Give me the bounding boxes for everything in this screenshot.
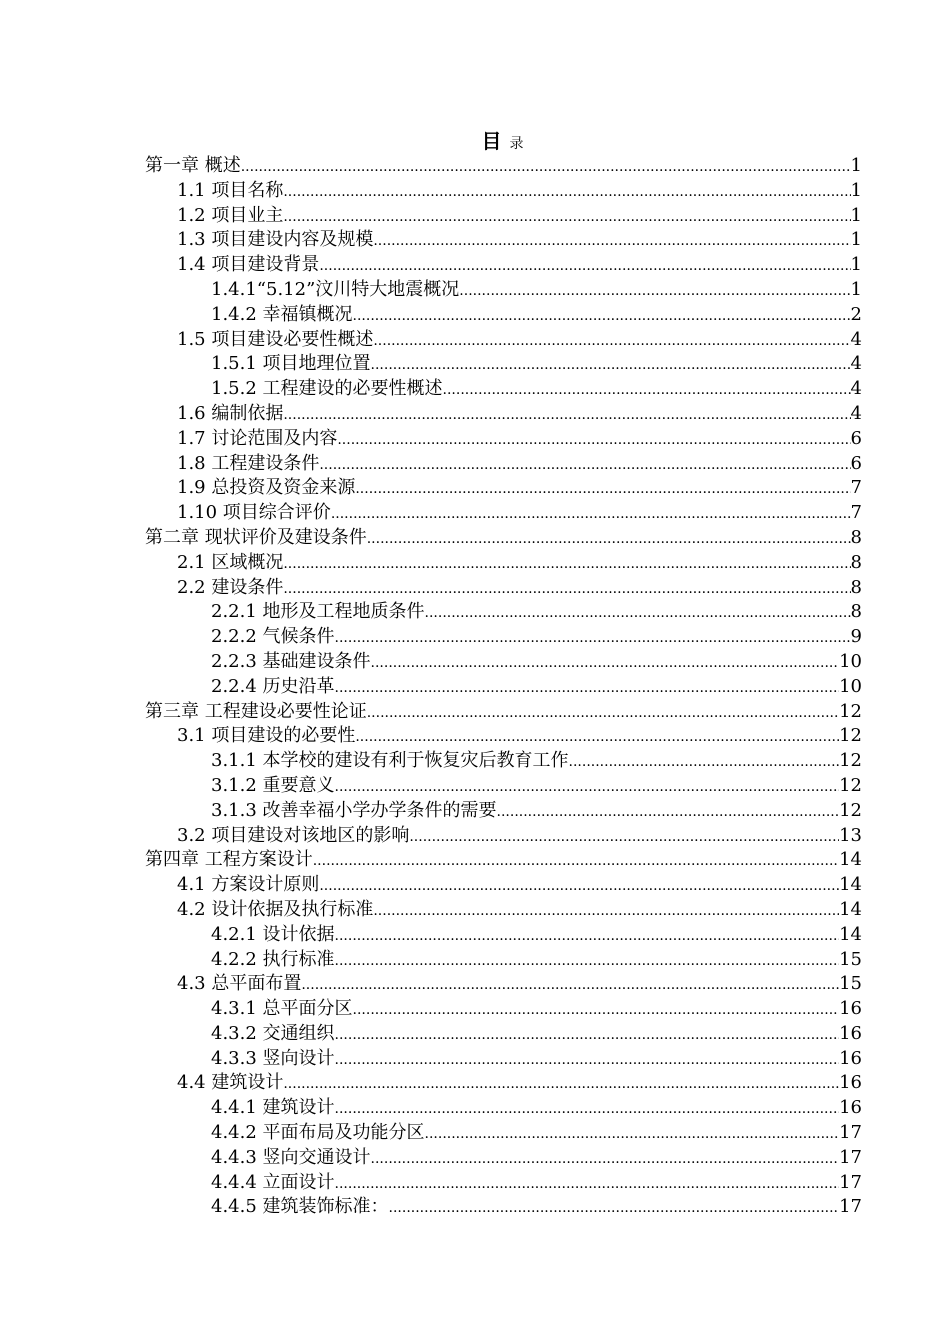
- toc-entry[interactable]: [0, 625, 950, 650]
- toc-entry-page-number: 14: [839, 849, 862, 871]
- toc-entry[interactable]: [0, 824, 950, 849]
- toc-entry[interactable]: [0, 799, 950, 824]
- toc-heading: [0, 128, 950, 157]
- toc-entry-label: 4.3.3 竖向设计: [211, 1047, 335, 1069]
- toc-entry[interactable]: [0, 352, 950, 377]
- dot-leader: [371, 651, 840, 676]
- toc-entry-page-number: 10: [839, 650, 862, 672]
- toc-entry-page-number: 17: [839, 1146, 862, 1168]
- toc-entry-page-number: 1: [850, 155, 862, 176]
- toc-entry[interactable]: [0, 1071, 950, 1096]
- dot-leader: [283, 403, 850, 428]
- dot-leader: [355, 725, 839, 750]
- toc-entry-label: 3.1.1 本学校的建设有利于恢复灾后教育工作: [211, 750, 569, 772]
- toc-entry-page-number: 1: [850, 278, 862, 300]
- toc-entry-label: 2.2.3 基础建设条件: [211, 650, 371, 672]
- dot-leader: [335, 949, 840, 974]
- toc-entry-page-number: 8: [850, 526, 862, 548]
- toc-entry-label: 3.1.2 重要意义: [211, 774, 335, 796]
- toc-entry-label: 1.1 项目名称: [177, 179, 284, 201]
- toc-entry-label: 4.1 方案设计原则: [177, 874, 320, 896]
- toc-entry[interactable]: [0, 724, 950, 749]
- toc-entry[interactable]: [0, 551, 950, 576]
- toc-entry-label: 第三章 工程建设必要性论证: [145, 700, 367, 722]
- toc-entry[interactable]: [0, 526, 950, 551]
- toc-entry-label: 1.3 项目建设内容及规模: [177, 229, 374, 251]
- toc-entry-label: 2.2.2 气候条件: [211, 626, 335, 648]
- toc-entry[interactable]: [0, 377, 950, 402]
- dot-leader: [301, 973, 839, 998]
- toc-entry-page-number: 1: [850, 179, 862, 201]
- dot-leader: [283, 577, 850, 602]
- dot-leader: [373, 329, 850, 354]
- dot-leader: [283, 180, 850, 205]
- dot-leader: [319, 453, 850, 478]
- toc-entry-label: 1.9 总投资及资金来源: [177, 477, 356, 499]
- dot-leader: [459, 279, 850, 304]
- dot-leader: [283, 1072, 839, 1097]
- toc-entry-page-number: 7: [850, 477, 862, 499]
- toc-entry-label: 第二章 现状评价及建设条件: [145, 526, 367, 548]
- toc-entry[interactable]: [0, 576, 950, 601]
- toc-entry-label: 1.5.1 项目地理位置: [211, 353, 371, 375]
- toc-entry-page-number: 10: [839, 675, 862, 697]
- toc-entry-page-number: 4: [850, 402, 862, 424]
- toc-entry[interactable]: [0, 948, 950, 973]
- toc-entry-page-number: 2: [850, 303, 862, 325]
- toc-entry-label: 4.3 总平面布置: [177, 973, 302, 995]
- toc-entry-page-number: 8: [850, 551, 862, 573]
- dot-leader: [335, 626, 851, 651]
- toc-entry[interactable]: [0, 253, 950, 278]
- toc-entry-label: 1.8 工程建设条件: [177, 452, 320, 474]
- toc-entry-page-number: 8: [850, 576, 862, 598]
- dot-leader: [335, 1023, 840, 1048]
- dot-leader: [355, 477, 850, 502]
- toc-entry[interactable]: [0, 1096, 950, 1121]
- toc-entry[interactable]: [0, 228, 950, 253]
- toc-entry-label: 2.1 区域概况: [177, 551, 284, 573]
- toc-heading-sub: 录: [509, 136, 524, 152]
- toc-entry[interactable]: [0, 600, 950, 625]
- toc-entry-page-number: 17: [839, 1171, 862, 1193]
- toc-entry-page-number: 6: [850, 452, 862, 474]
- toc-entry-page-number: 4: [850, 328, 862, 350]
- toc-entry[interactable]: [0, 328, 950, 353]
- dot-leader: [569, 750, 840, 775]
- toc-entry-label: 1.7 讨论范围及内容: [177, 427, 338, 449]
- dot-leader: [353, 998, 840, 1023]
- toc-entry[interactable]: [0, 749, 950, 774]
- toc-entry-page-number: 16: [839, 998, 862, 1020]
- toc-entry[interactable]: [0, 179, 950, 204]
- toc-entry[interactable]: [0, 898, 950, 923]
- toc-entry[interactable]: [0, 700, 950, 725]
- toc-entry-label: 1.4 项目建设背景: [177, 254, 320, 276]
- toc-entry-page-number: 12: [839, 725, 862, 747]
- toc-entry-label: 4.2.1 设计依据: [211, 923, 335, 945]
- dot-leader: [367, 701, 839, 726]
- dot-leader: [335, 676, 840, 701]
- dot-leader: [283, 205, 850, 230]
- toc-entry-page-number: 12: [839, 700, 862, 722]
- toc-entry-label: 4.4.2 平面布局及功能分区: [211, 1122, 425, 1144]
- table-of-contents: [0, 154, 950, 1220]
- toc-entry-label: 4.3.2 交通组织: [211, 1022, 335, 1044]
- dot-leader: [353, 304, 851, 329]
- toc-entry-label: 4.4.5 建筑装饰标准：: [211, 1196, 389, 1218]
- toc-entry[interactable]: [0, 923, 950, 948]
- toc-entry[interactable]: [0, 476, 950, 501]
- toc-entry[interactable]: [0, 427, 950, 452]
- dot-leader: [497, 800, 840, 825]
- toc-entry[interactable]: [0, 1047, 950, 1072]
- dot-leader: [371, 353, 851, 378]
- toc-heading-main: 目: [481, 129, 502, 153]
- toc-entry-label: 4.3.1 总平面分区: [211, 998, 353, 1020]
- toc-entry-label: 1.10 项目综合评价: [177, 502, 331, 524]
- toc-entry[interactable]: [0, 154, 950, 179]
- toc-entry-page-number: 14: [839, 923, 862, 945]
- dot-leader: [425, 601, 851, 626]
- toc-entry-page-number: 12: [839, 799, 862, 821]
- toc-entry-label: 1.5.2 工程建设的必要性概述: [211, 378, 443, 400]
- toc-entry[interactable]: [0, 650, 950, 675]
- toc-entry[interactable]: [0, 303, 950, 328]
- dot-leader: [331, 502, 851, 527]
- toc-entry-label: 1.5 项目建设必要性概述: [177, 328, 374, 350]
- toc-entry[interactable]: [0, 972, 950, 997]
- toc-entry[interactable]: [0, 501, 950, 526]
- toc-entry-page-number: 16: [839, 1022, 862, 1044]
- toc-entry[interactable]: [0, 1195, 950, 1220]
- toc-entry-label: 2.2.1 地形及工程地质条件: [211, 601, 425, 623]
- toc-entry-page-number: 12: [839, 774, 862, 796]
- toc-entry-label: 4.2 设计依据及执行标准: [177, 898, 374, 920]
- dot-leader: [335, 1172, 840, 1197]
- dot-leader: [335, 1097, 840, 1122]
- toc-entry-label: 1.2 项目业主: [177, 204, 284, 226]
- toc-entry-page-number: 8: [850, 601, 862, 623]
- toc-entry[interactable]: [0, 452, 950, 477]
- toc-entry[interactable]: [0, 204, 950, 229]
- toc-entry-label: 4.4.4 立面设计: [211, 1171, 335, 1193]
- dot-leader: [373, 229, 850, 254]
- toc-entry-label: 第一章 概述: [145, 155, 241, 176]
- toc-entry-label: 1.4.2 幸福镇概况: [211, 303, 353, 325]
- toc-entry-label: 3.1.3 改善幸福小学办学条件的需要: [211, 799, 497, 821]
- toc-entry-page-number: 9: [850, 626, 862, 648]
- toc-entry-page-number: 15: [839, 973, 862, 995]
- toc-entry[interactable]: [0, 848, 950, 873]
- toc-entry[interactable]: [0, 774, 950, 799]
- toc-entry-page-number: 1: [850, 204, 862, 226]
- toc-entry-page-number: 1: [850, 254, 862, 276]
- toc-entry[interactable]: [0, 278, 950, 303]
- dot-leader: [335, 924, 840, 949]
- toc-entry-label: 1.6 编制依据: [177, 402, 284, 424]
- toc-entry-label: 3.2 项目建设对该地区的影响: [177, 824, 410, 846]
- toc-entry-page-number: 4: [850, 353, 862, 375]
- toc-entry[interactable]: [0, 402, 950, 427]
- toc-entry-label: 4.4.3 竖向交通设计: [211, 1146, 371, 1168]
- toc-entry-page-number: 12: [839, 750, 862, 772]
- toc-entry-label: 4.4 建筑设计: [177, 1072, 284, 1094]
- toc-entry[interactable]: [0, 997, 950, 1022]
- dot-leader: [337, 428, 850, 453]
- toc-entry-page-number: 1: [850, 229, 862, 251]
- toc-entry-label: 4.4.1 建筑设计: [211, 1097, 335, 1119]
- dot-leader: [425, 1122, 840, 1147]
- toc-entry-label: 3.1 项目建设的必要性: [177, 725, 356, 747]
- dot-leader: [367, 527, 851, 552]
- toc-entry-label: 4.2.2 执行标准: [211, 948, 335, 970]
- toc-entry[interactable]: [0, 1022, 950, 1047]
- toc-entry-page-number: 15: [839, 948, 862, 970]
- dot-leader: [319, 874, 839, 899]
- toc-entry[interactable]: [0, 1146, 950, 1171]
- dot-leader: [389, 1196, 840, 1221]
- toc-entry-page-number: 7: [850, 502, 862, 524]
- dot-leader: [241, 155, 851, 180]
- toc-entry[interactable]: [0, 675, 950, 700]
- dot-leader: [283, 552, 850, 577]
- toc-entry-page-number: 14: [839, 874, 862, 896]
- toc-entry-page-number: 4: [850, 378, 862, 400]
- toc-entry-page-number: 16: [839, 1097, 862, 1119]
- toc-entry-label: 1.4.1“5.12”汶川特大地震概况: [211, 278, 460, 300]
- toc-entry[interactable]: [0, 1171, 950, 1196]
- dot-leader: [371, 1147, 840, 1172]
- toc-entry-label: 2.2.4 历史沿革: [211, 675, 335, 697]
- toc-entry-page-number: 13: [839, 824, 862, 846]
- toc-entry-page-number: 17: [839, 1196, 862, 1218]
- dot-leader: [313, 849, 839, 874]
- toc-entry-page-number: 16: [839, 1072, 862, 1094]
- toc-entry-label: 2.2 建设条件: [177, 576, 284, 598]
- toc-entry-page-number: 17: [839, 1122, 862, 1144]
- dot-leader: [443, 378, 851, 403]
- toc-entry[interactable]: [0, 873, 950, 898]
- dot-leader: [335, 775, 840, 800]
- toc-entry-page-number: 16: [839, 1047, 862, 1069]
- dot-leader: [373, 899, 839, 924]
- dot-leader: [335, 1048, 840, 1073]
- dot-leader: [409, 825, 839, 850]
- toc-entry-page-number: 14: [839, 898, 862, 920]
- dot-leader: [319, 254, 850, 279]
- toc-entry-page-number: 6: [850, 427, 862, 449]
- toc-entry-label: 第四章 工程方案设计: [145, 849, 313, 871]
- toc-entry[interactable]: [0, 1121, 950, 1146]
